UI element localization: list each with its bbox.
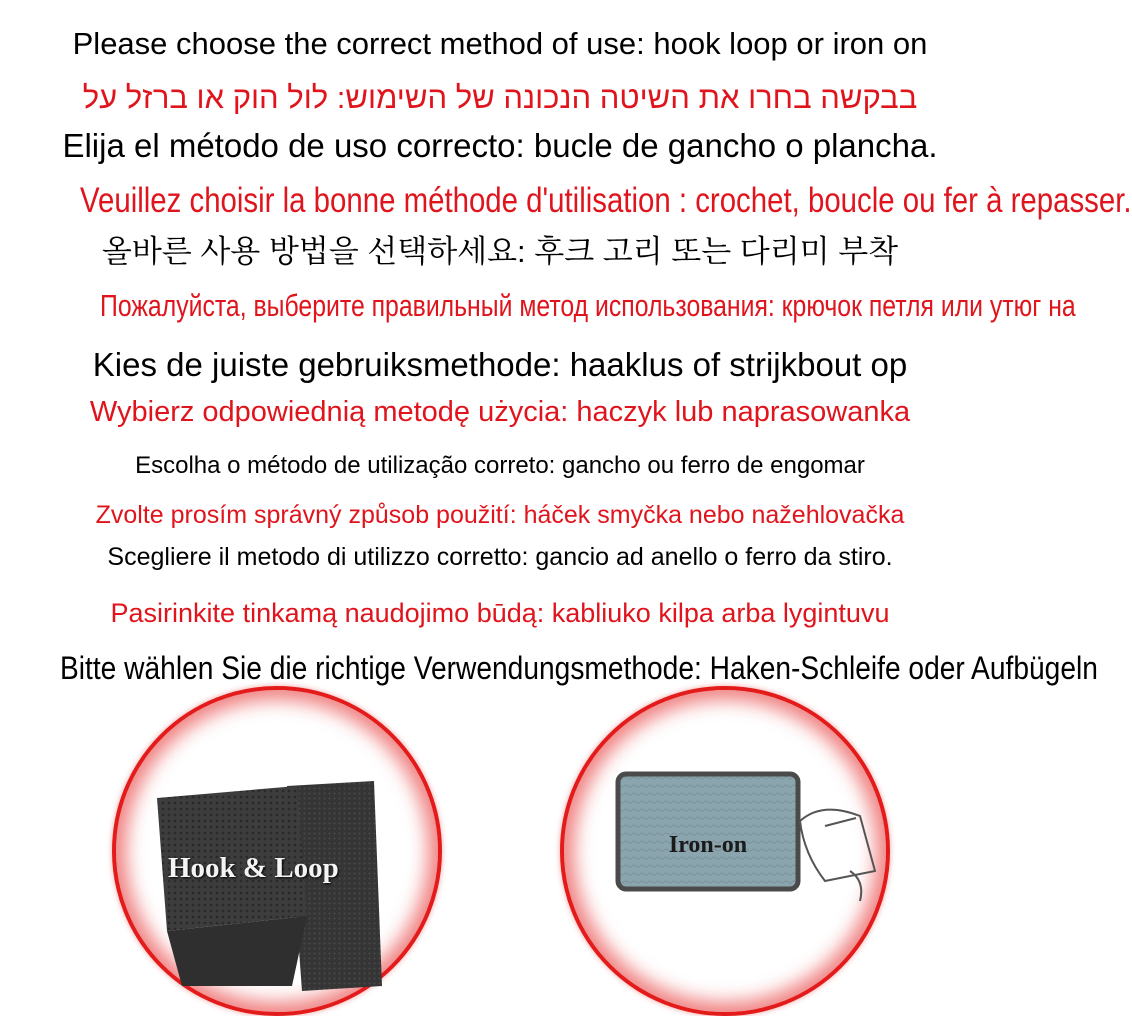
instruction-line-czech: Zvolte prosím správný způsob použití: háček smyčka nebo nažehlovačka [95, 501, 905, 529]
instruction-line-dutch: Kies de juiste gebruiksmethode: haaklus of strijkbout op [92, 346, 908, 383]
instruction-line-korean: 올바른 사용 방법을 선택하세요: 후크 고리 또는 다리미 부착 [101, 234, 899, 269]
instruction-line-polish: Wybierz odpowiednią metodę użycia: haczyk lub naprasowanka [89, 396, 911, 428]
hook-loop-patch-image [112, 686, 442, 1016]
instruction-line-italian: Scegliere il metodo di utilizzo corretto: gancio ad anello o ferro da stiro. [107, 543, 893, 571]
instruction-line-lithuanian: Pasirinkite tinkamą naudojimo būdą: kabliuko kilpa arba lygintuvu [110, 598, 890, 628]
instruction-line-spanish: Elija el método de uso correcto: bucle de gancho o plancha. [62, 127, 938, 164]
hook-loop-label: Hook & Loop [168, 852, 339, 884]
instruction-line-french: Veuillez choisir la bonne méthode d'utilisation : crochet, boucle ou fer à repasser. [80, 181, 1132, 220]
instruction-line-hebrew: בבקשה בחרו את השיטה הנכונה של השימוש: לול הוק או ברזל על [82, 80, 918, 115]
iron-icon [800, 810, 875, 901]
instruction-line-portuguese: Escolha o método de utilização correto: gancho ou ferro de engomar [135, 452, 865, 479]
instruction-line-german: Bitte wählen Sie die richtige Verwendungsmethode: Haken-Schleife oder Aufbügeln [60, 650, 1098, 686]
iron-on-label: Iron-on [668, 832, 748, 858]
instruction-line-english: Please choose the correct method of use: hook loop or iron on [72, 26, 928, 61]
instruction-line-russian: Пожалуйста, выберите правильный метод использования: крючок петля или утюг на [100, 288, 1076, 323]
hook-loop-option [112, 686, 442, 1016]
